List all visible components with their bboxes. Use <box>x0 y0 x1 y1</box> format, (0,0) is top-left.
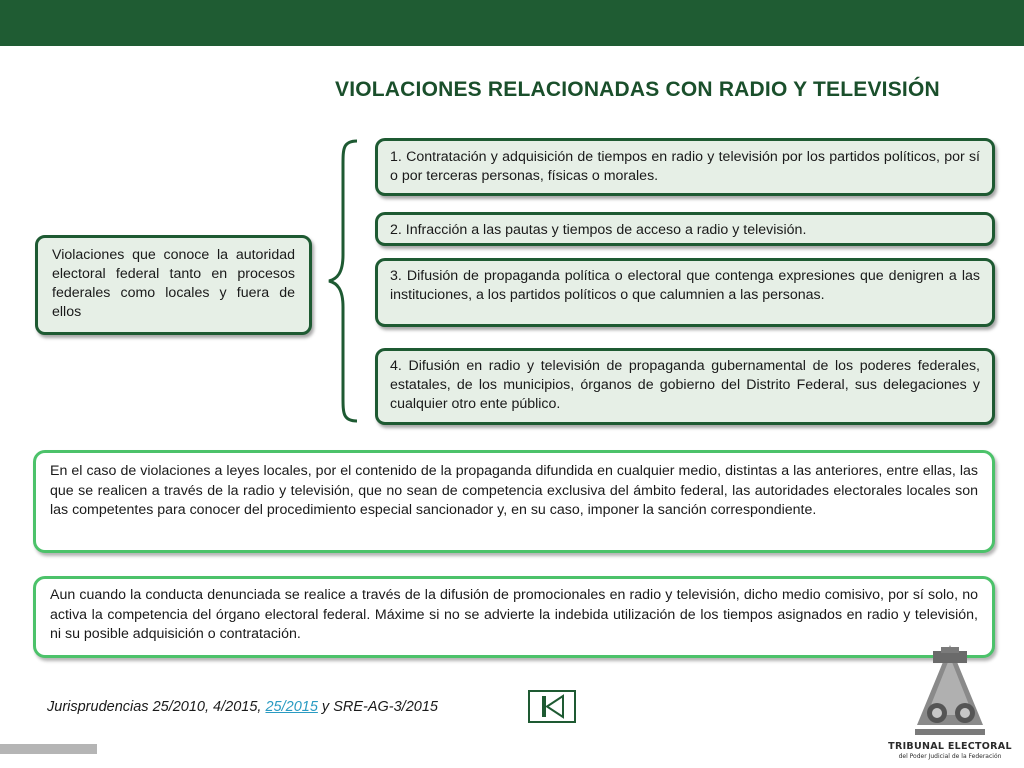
violation-item-1-text: 1. Contratación y adquisición de tiempos en radio y televisión por los partidos políticos, por sí o por terceras personas, físicas o morales. <box>390 149 980 184</box>
violation-item-2 <box>375 212 995 246</box>
difusion-paragraph <box>33 576 995 658</box>
first-slide-button[interactable] <box>528 690 576 723</box>
violation-item-4-text: 4. Difusión en radio y televisión de propaganda gubernamental de los poderes federales, estatales, de los municipios, órganos de gobierno del Distrito Federal, sus delegaciones y cualquier otro ente público. <box>390 358 980 412</box>
violation-item-1 <box>375 138 995 196</box>
jurisprudence-link[interactable]: 25/2015 <box>265 699 318 715</box>
violation-item-3 <box>375 258 995 327</box>
violation-item-3-text: 3. Difusión de propaganda política o electoral que contenga expresiones que denigren a las instituciones, a los partidos políticos o que calumnien a las personas. <box>390 268 980 303</box>
left-summary-text: Violaciones que conoce la autoridad electoral federal tanto en procesos federales como locales y fuera de ellos <box>52 247 295 320</box>
jurisprudence-footer <box>47 699 438 715</box>
footer-prefix: Jurisprudencias 25/2010, 4/2015, <box>47 699 266 715</box>
logo-line-2: del Poder Judicial de la Federación <box>898 753 1002 760</box>
left-summary-box <box>35 235 312 335</box>
logo-line-1: TRIBUNAL ELECTORAL <box>888 741 1012 752</box>
slide-title: VIOLACIONES RELACIONADAS CON RADIO Y TELEVISIÓN <box>335 78 940 101</box>
footer-suffix: y SRE-AG-3/2015 <box>317 699 438 715</box>
header-bar <box>0 0 1024 46</box>
tribunal-logo-text <box>888 741 1012 760</box>
difusion-text: Aun cuando la conducta denunciada se realice a través de la difusión de promocionales en radio y televisión, dicho medio comisivo, por sí solo, no activa la competencia del órgano electoral federal. Máxime si no se advierte la indebida utilización de los tiempos asignados en radio y televisión, ni su posible adquisición o contratación. <box>50 587 978 642</box>
violation-item-4 <box>375 348 995 425</box>
local-violations-text: En el caso de violaciones a leyes locales, por el contenido de la propaganda difundida en cualquier medio, distintas a las anteriores, entre ellas, las que se realicen a través de la radio y televisión, que no sean de competencia exclusiva del ámbito federal, las autoridades electorales locales son las competentes para conocer del procedimiento especial sancionador y, en su caso, imponer la sanción correspondiente. <box>50 463 978 518</box>
footer-gray-bar <box>0 744 97 754</box>
local-violations-paragraph <box>33 450 995 553</box>
curly-brace <box>325 135 365 427</box>
first-slide-icon <box>530 692 574 721</box>
violation-item-2-text: 2. Infracción a las pautas y tiempos de acceso a radio y televisión. <box>390 222 807 238</box>
